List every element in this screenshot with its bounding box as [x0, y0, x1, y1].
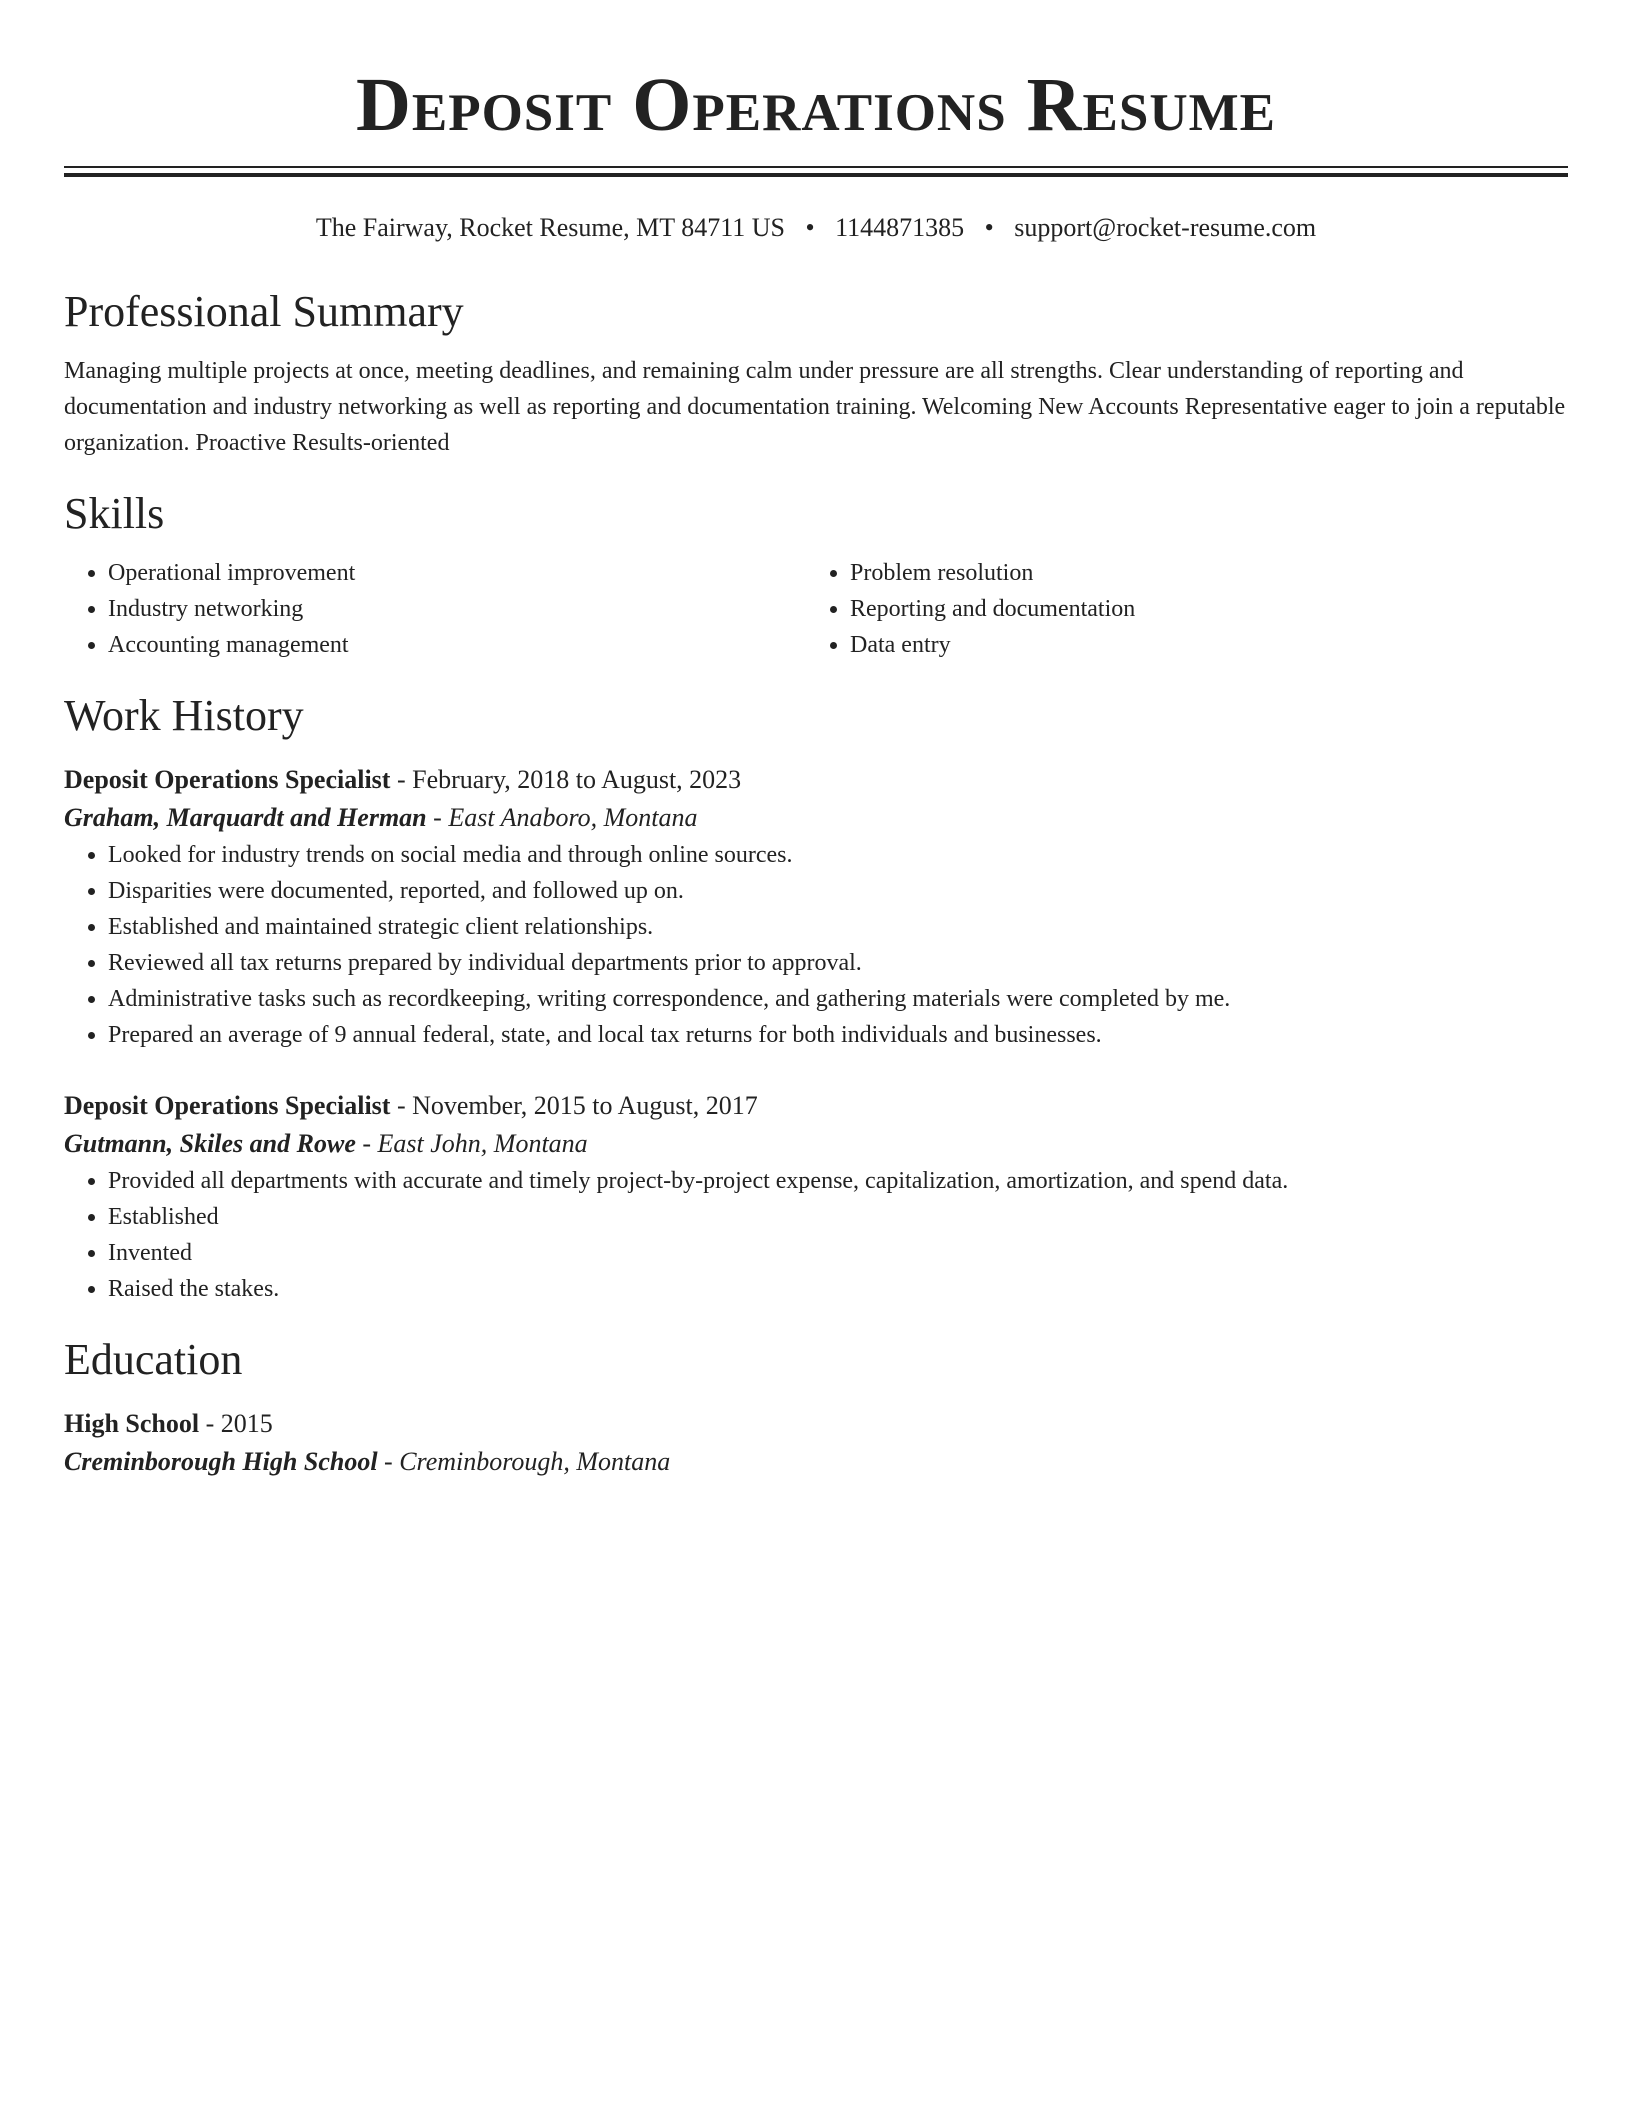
skills-list: [64, 555, 1568, 663]
contact-separator: •: [805, 213, 815, 242]
company-location: - East John, Montana: [355, 1129, 588, 1158]
job-dates: - February, 2018 to August, 2023: [390, 765, 742, 794]
skills-column-left: [64, 555, 806, 663]
school-location: - Creminborough, Montana: [377, 1447, 671, 1476]
school-name: Creminborough High School: [64, 1447, 378, 1476]
education-entry: [64, 1405, 1568, 1481]
job-duty: • Established: [108, 1199, 1568, 1235]
job-title-line: [64, 761, 1568, 799]
company-location: - East Anaboro, Montana: [426, 803, 698, 832]
resume-title: Deposit Operations Resume: [355, 63, 1277, 147]
job-duty: • Established and maintained strategic client relationships.: [108, 909, 1568, 945]
degree-name: High School: [64, 1409, 200, 1438]
job-duty: • Provided all departments with accurate and timely project-by-project expense, capitalization, amortization, and spend data.: [108, 1163, 1568, 1199]
school-line: [64, 1443, 1568, 1481]
skills-heading: Skills: [64, 489, 165, 538]
resume-page: [64, 0, 1568, 1481]
company-name: Graham, Marquardt and Herman: [64, 803, 427, 832]
job-title: Deposit Operations Specialist: [64, 765, 391, 794]
education-heading: Education: [64, 1335, 243, 1384]
skills-column-right: [806, 555, 1548, 663]
company-line: [64, 1125, 1568, 1163]
title-double-rule: [64, 166, 1568, 177]
job-duties-list: [64, 837, 1568, 1053]
skill-item: • Operational improvement: [108, 555, 806, 591]
degree-year: - 2015: [199, 1409, 273, 1438]
job-duty: • Prepared an average of 9 annual federal, state, and local tax returns for both individuals and businesses.: [108, 1017, 1568, 1053]
skill-item: • Reporting and documentation: [850, 591, 1548, 627]
job-entry: [64, 1087, 1568, 1307]
skill-item: • Data entry: [850, 627, 1548, 663]
job-duties-list: [64, 1163, 1568, 1307]
job-title: Deposit Operations Specialist: [64, 1091, 391, 1120]
job-duty: • Invented: [108, 1235, 1568, 1271]
job-duty: • Raised the stakes.: [108, 1271, 1568, 1307]
work-history-heading: Work History: [64, 691, 304, 740]
summary-text: Managing multiple projects at once, meeting deadlines, and remaining calm under pressure are all strengths. Clear understanding of reporting and documentation and industry networking as well as reporting and documentation training. Welcoming New Accounts Representative eager to join a reputable organization. Proactive Results-oriented: [64, 358, 1566, 456]
job-duty: • Disparities were documented, reported, and followed up on.: [108, 873, 1568, 909]
job-title-line: [64, 1087, 1568, 1125]
contact-phone: 1144871385: [835, 213, 965, 242]
contact-separator: •: [984, 213, 994, 242]
job-duty: • Looked for industry trends on social media and through online sources.: [108, 837, 1568, 873]
company-name: Gutmann, Skiles and Rowe: [64, 1129, 356, 1158]
contact-line: [64, 211, 1568, 245]
job-duty: • Administrative tasks such as recordkeeping, writing correspondence, and gathering materials were completed by me.: [108, 981, 1568, 1017]
contact-email: support@rocket-resume.com: [1014, 213, 1317, 242]
job-dates: - November, 2015 to August, 2017: [390, 1091, 758, 1120]
job-duty: • Reviewed all tax returns prepared by individual departments prior to approval.: [108, 945, 1568, 981]
skill-item: • Accounting management: [108, 627, 806, 663]
degree-line: [64, 1405, 1568, 1443]
summary-heading: Professional Summary: [64, 287, 464, 336]
skill-item: • Industry networking: [108, 591, 806, 627]
skill-item: • Problem resolution: [850, 555, 1548, 591]
company-line: [64, 799, 1568, 837]
contact-address: The Fairway, Rocket Resume, MT 84711 US: [315, 213, 785, 242]
job-entry: [64, 761, 1568, 1053]
